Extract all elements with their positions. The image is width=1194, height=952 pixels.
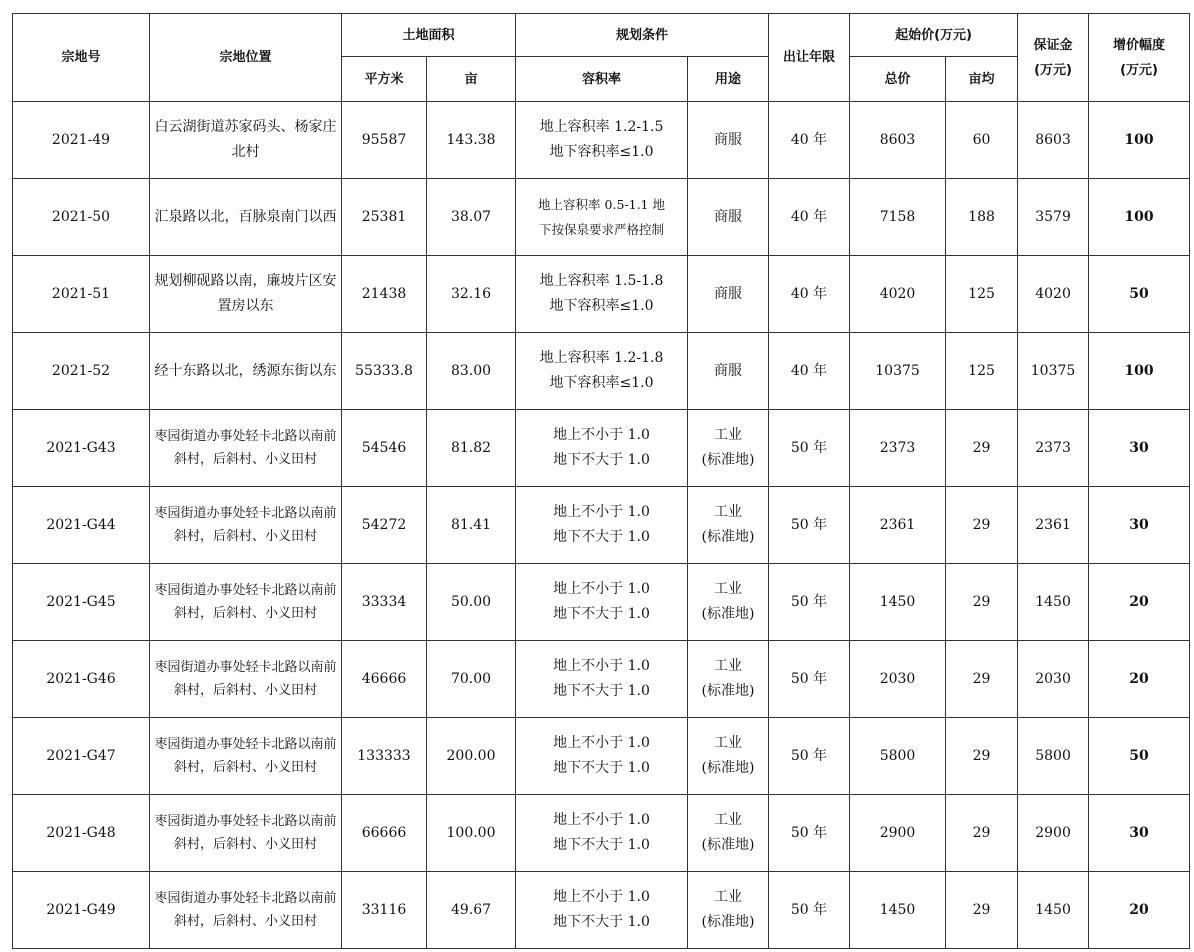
cell-use (688, 410, 769, 487)
cell-use (688, 102, 769, 179)
cell-sqm: 133333 (342, 718, 427, 795)
cell-sqm: 46666 (342, 641, 427, 718)
cell-total: 7158 (850, 179, 946, 256)
cell-location: 枣园街道办事处轻卡北路以南前斜村，后斜村、小义田村 (150, 872, 342, 949)
header-use: 用途 (688, 57, 769, 102)
cell-per-mu: 188 (946, 179, 1018, 256)
cell-increment: 20 (1089, 872, 1190, 949)
cell-far-line1: 地上不小于 1.0 (553, 735, 650, 751)
cell-location: 汇泉路以北，百脉泉南门以西 (150, 179, 342, 256)
cell-far (516, 102, 688, 179)
cell-mu: 50.00 (427, 564, 516, 641)
header-deposit-line2: (万元) (1034, 62, 1072, 78)
cell-increment: 30 (1089, 795, 1190, 872)
cell-location: 枣园街道办事处轻卡北路以南前斜村，后斜村、小义田村 (150, 410, 342, 487)
header-per-mu: 亩均 (946, 57, 1018, 102)
cell-increment: 30 (1089, 410, 1190, 487)
table-row (13, 641, 1190, 718)
cell-far-line1: 地上不小于 1.0 (553, 581, 650, 597)
cell-far-line2: 下按保泉要求严格控制 (539, 222, 665, 237)
cell-far-line1: 地上不小于 1.0 (553, 658, 650, 674)
cell-total: 5800 (850, 718, 946, 795)
cell-use (688, 564, 769, 641)
land-auction-table (12, 13, 1190, 949)
cell-mu: 143.38 (427, 102, 516, 179)
cell-term: 40 年 (769, 179, 850, 256)
cell-total: 10375 (850, 333, 946, 410)
table-row (13, 102, 1190, 179)
cell-sqm: 66666 (342, 795, 427, 872)
cell-term: 50 年 (769, 795, 850, 872)
cell-use-line1: 工业 (714, 812, 743, 828)
cell-plot-no: 2021-G48 (13, 795, 150, 872)
cell-mu: 200.00 (427, 718, 516, 795)
cell-increment: 20 (1089, 564, 1190, 641)
cell-mu: 70.00 (427, 641, 516, 718)
header-land-area: 土地面积 (342, 14, 516, 57)
cell-plot-no: 2021-50 (13, 179, 150, 256)
cell-mu: 38.07 (427, 179, 516, 256)
cell-per-mu: 29 (946, 487, 1018, 564)
table-row (13, 179, 1190, 256)
cell-plot-no: 2021-49 (13, 102, 150, 179)
cell-term: 50 年 (769, 641, 850, 718)
cell-use (688, 872, 769, 949)
header-far: 容积率 (516, 57, 688, 102)
cell-total: 2900 (850, 795, 946, 872)
cell-plot-no: 2021-G44 (13, 487, 150, 564)
cell-term: 50 年 (769, 872, 850, 949)
cell-deposit: 3579 (1018, 179, 1089, 256)
cell-use (688, 641, 769, 718)
cell-sqm: 54546 (342, 410, 427, 487)
cell-plot-no: 2021-G46 (13, 641, 150, 718)
cell-mu: 81.82 (427, 410, 516, 487)
cell-per-mu: 29 (946, 872, 1018, 949)
header-total: 总价 (850, 57, 946, 102)
cell-far (516, 256, 688, 333)
header-increment (1089, 14, 1190, 102)
cell-total: 2030 (850, 641, 946, 718)
cell-use-line1: 商服 (714, 208, 743, 225)
cell-deposit: 5800 (1018, 718, 1089, 795)
cell-per-mu: 29 (946, 718, 1018, 795)
cell-deposit: 2030 (1018, 641, 1089, 718)
cell-plot-no: 2021-G49 (13, 872, 150, 949)
table-row (13, 718, 1190, 795)
cell-far-line1: 地上不小于 1.0 (553, 427, 650, 443)
cell-far-line2: 地下容积率≤1.0 (549, 375, 654, 391)
cell-far-line2: 地下容积率≤1.0 (549, 298, 654, 314)
table-row (13, 256, 1190, 333)
cell-use-line2: (标准地) (701, 914, 755, 930)
cell-far-line1: 地上不小于 1.0 (553, 889, 650, 905)
cell-use-line1: 商服 (714, 362, 743, 379)
cell-far-line2: 地下不大于 1.0 (553, 837, 650, 853)
cell-deposit: 8603 (1018, 102, 1089, 179)
cell-plot-no: 2021-G47 (13, 718, 150, 795)
cell-sqm: 21438 (342, 256, 427, 333)
header-sqm: 平方米 (342, 57, 427, 102)
cell-use-line2: (标准地) (701, 683, 755, 699)
cell-location: 白云湖街道苏家码头、杨家庄北村 (150, 102, 342, 179)
cell-location: 枣园街道办事处轻卡北路以南前斜村，后斜村、小义田村 (150, 718, 342, 795)
cell-far (516, 795, 688, 872)
cell-far (516, 179, 688, 256)
cell-term: 50 年 (769, 487, 850, 564)
header-start-price: 起始价(万元) (850, 14, 1018, 57)
cell-deposit: 2373 (1018, 410, 1089, 487)
cell-location: 枣园街道办事处轻卡北路以南前斜村，后斜村、小义田村 (150, 487, 342, 564)
cell-use-line1: 商服 (714, 131, 743, 148)
cell-far (516, 564, 688, 641)
header-increment-line2: (万元) (1120, 62, 1158, 78)
header-mu: 亩 (427, 57, 516, 102)
cell-increment: 30 (1089, 487, 1190, 564)
table-row (13, 487, 1190, 564)
cell-use-line2: (标准地) (701, 452, 755, 468)
cell-per-mu: 29 (946, 795, 1018, 872)
cell-plot-no: 2021-G45 (13, 564, 150, 641)
cell-use (688, 179, 769, 256)
cell-far (516, 487, 688, 564)
cell-increment: 20 (1089, 641, 1190, 718)
cell-far-line1: 地上容积率 1.2-1.5 (539, 119, 664, 135)
cell-use-line1: 工业 (714, 735, 743, 751)
cell-far (516, 410, 688, 487)
cell-use-line1: 工业 (714, 504, 743, 520)
cell-far (516, 641, 688, 718)
cell-use-line2: (标准地) (701, 760, 755, 776)
cell-total: 2361 (850, 487, 946, 564)
cell-sqm: 33334 (342, 564, 427, 641)
cell-total: 4020 (850, 256, 946, 333)
header-deposit (1018, 14, 1089, 102)
table-row (13, 872, 1190, 949)
cell-deposit: 2361 (1018, 487, 1089, 564)
cell-per-mu: 29 (946, 564, 1018, 641)
cell-use-line1: 商服 (714, 285, 743, 302)
cell-per-mu: 60 (946, 102, 1018, 179)
cell-per-mu: 29 (946, 641, 1018, 718)
cell-term: 40 年 (769, 333, 850, 410)
cell-mu: 81.41 (427, 487, 516, 564)
cell-far-line2: 地下不大于 1.0 (553, 683, 650, 699)
cell-use (688, 256, 769, 333)
cell-total: 1450 (850, 872, 946, 949)
table-row (13, 410, 1190, 487)
cell-use-line1: 工业 (714, 658, 743, 674)
cell-per-mu: 125 (946, 333, 1018, 410)
cell-sqm: 54272 (342, 487, 427, 564)
cell-far-line2: 地下容积率≤1.0 (549, 144, 654, 160)
cell-plot-no: 2021-G43 (13, 410, 150, 487)
cell-total: 1450 (850, 564, 946, 641)
cell-per-mu: 29 (946, 410, 1018, 487)
cell-term: 50 年 (769, 410, 850, 487)
cell-location: 枣园街道办事处轻卡北路以南前斜村，后斜村、小义田村 (150, 795, 342, 872)
cell-far (516, 718, 688, 795)
header-location: 宗地位置 (150, 14, 342, 102)
cell-use-line1: 工业 (714, 581, 743, 597)
cell-mu: 100.00 (427, 795, 516, 872)
cell-use-line2: (标准地) (701, 529, 755, 545)
cell-use-line2: (标准地) (701, 606, 755, 622)
cell-term: 40 年 (769, 256, 850, 333)
cell-location: 枣园街道办事处轻卡北路以南前斜村，后斜村、小义田村 (150, 641, 342, 718)
cell-use (688, 487, 769, 564)
cell-total: 2373 (850, 410, 946, 487)
cell-plot-no: 2021-51 (13, 256, 150, 333)
cell-deposit: 4020 (1018, 256, 1089, 333)
cell-deposit: 10375 (1018, 333, 1089, 410)
cell-increment: 100 (1089, 179, 1190, 256)
cell-term: 50 年 (769, 564, 850, 641)
cell-increment: 50 (1089, 718, 1190, 795)
cell-increment: 50 (1089, 256, 1190, 333)
cell-plot-no: 2021-52 (13, 333, 150, 410)
cell-far (516, 333, 688, 410)
cell-far-line2: 地下不大于 1.0 (553, 914, 650, 930)
table-row (13, 564, 1190, 641)
cell-far-line1: 地上容积率 1.5-1.8 (539, 273, 664, 289)
cell-per-mu: 125 (946, 256, 1018, 333)
cell-increment: 100 (1089, 102, 1190, 179)
cell-far-line2: 地下不大于 1.0 (553, 452, 650, 468)
cell-use-line1: 工业 (714, 889, 743, 905)
cell-far-line1: 地上容积率 1.2-1.8 (539, 350, 664, 366)
cell-sqm: 33116 (342, 872, 427, 949)
cell-location: 规划柳砚路以南，廉坡片区安置房以东 (150, 256, 342, 333)
cell-total: 8603 (850, 102, 946, 179)
cell-use (688, 333, 769, 410)
cell-deposit: 1450 (1018, 564, 1089, 641)
cell-use (688, 795, 769, 872)
cell-sqm: 25381 (342, 179, 427, 256)
cell-far-line2: 地下不大于 1.0 (553, 606, 650, 622)
cell-term: 50 年 (769, 718, 850, 795)
cell-deposit: 2900 (1018, 795, 1089, 872)
table-row (13, 795, 1190, 872)
cell-increment: 100 (1089, 333, 1190, 410)
header-deposit-line1: 保证金 (1033, 37, 1073, 53)
table-row (13, 333, 1190, 410)
cell-mu: 83.00 (427, 333, 516, 410)
cell-far-line1: 地上容积率 0.5-1.1 地 (538, 197, 665, 212)
cell-sqm: 95587 (342, 102, 427, 179)
cell-far-line1: 地上不小于 1.0 (553, 504, 650, 520)
cell-far-line2: 地下不大于 1.0 (553, 760, 650, 776)
cell-far (516, 872, 688, 949)
cell-use-line2: (标准地) (701, 837, 755, 853)
header-increment-line1: 增价幅度 (1113, 37, 1166, 53)
cell-far-line1: 地上不小于 1.0 (553, 812, 650, 828)
header-planning: 规划条件 (516, 14, 769, 57)
cell-mu: 32.16 (427, 256, 516, 333)
header-plot-no: 宗地号 (13, 14, 150, 102)
cell-mu: 49.67 (427, 872, 516, 949)
cell-location: 经十东路以北，绣源东街以东 (150, 333, 342, 410)
cell-term: 40 年 (769, 102, 850, 179)
cell-deposit: 1450 (1018, 872, 1089, 949)
cell-use-line1: 工业 (714, 427, 743, 443)
cell-use (688, 718, 769, 795)
cell-location: 枣园街道办事处轻卡北路以南前斜村，后斜村、小义田村 (150, 564, 342, 641)
cell-sqm: 55333.8 (342, 333, 427, 410)
header-term: 出让年限 (769, 14, 850, 102)
cell-far-line2: 地下不大于 1.0 (553, 529, 650, 545)
